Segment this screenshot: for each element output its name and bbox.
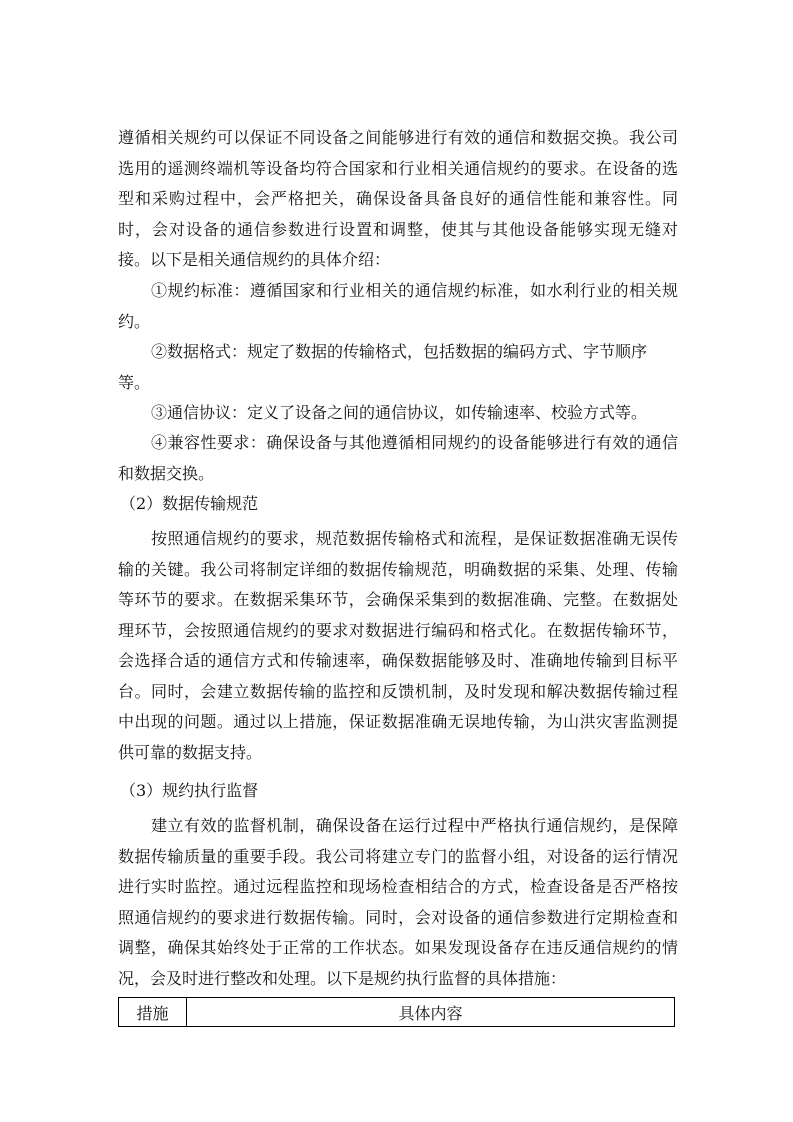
measures-table [118, 997, 675, 1027]
table-header-cell: 具体内容 [187, 998, 675, 1027]
text-line: 时，会对设备的通信参数进行设置和调整，使其与其他设备能够实现无缝对 [118, 219, 678, 239]
table-header-row [119, 998, 675, 1027]
list-item-line: ④兼容性要求：确保设备与其他遵循相同规约的设备能够进行有效的通信 [151, 433, 678, 452]
intro-paragraph [118, 123, 678, 276]
list-item-line: 约。 [118, 311, 151, 331]
text-line: 理环节，会按照通信规约的要求对数据进行编码和格式化。在数据传输环节， [118, 620, 678, 640]
text-line: 供可靠的数据支持。 [118, 742, 263, 762]
list-item-line: ①规约标准：遵循国家和行业相关的通信规约标准，如水利行业的相关规 [151, 281, 678, 300]
spec-list [118, 398, 678, 429]
table-header-cell: 措施 [119, 998, 187, 1027]
text-line: 会选择合适的通信方式和传输速率，确保数据能够及时、准确地传输到目标平 [118, 651, 678, 670]
spec-list [118, 276, 678, 337]
text-line: 中出现的问题。通过以上措施，保证数据准确无误地传输，为山洪灾害监测提 [118, 712, 678, 731]
spec-list [118, 428, 678, 489]
section-2-paragraph [118, 524, 678, 768]
text-line: 型和采购过程中，会严格把关，确保设备具备良好的通信性能和兼容性。同 [118, 189, 678, 208]
text-line: 进行实时监控。通过远程监控和现场检查相结合的方式，检查设备是否严格按 [118, 877, 678, 896]
list-item-line: 等。 [118, 372, 151, 392]
text-line: 台。同时，会建立数据传输的监控和反馈机制，及时发现和解决数据传输过程 [118, 681, 678, 701]
text-line: 遵循相关规约可以保证不同设备之间能够进行有效的通信和数据交换。我公司 [118, 128, 678, 147]
text-line: 照通信规约的要求进行数据传输。同时，会对设备的通信参数进行定期检查和 [118, 907, 678, 927]
text-line: 调整，确保其始终处于正常的工作状态。如果发现设备存在违反通信规约的情 [118, 938, 678, 957]
list-item-line: ③通信协议：定义了设备之间的通信协议，如传输速率、校验方式等。 [151, 403, 648, 422]
text-line: 等环节的要求。在数据采集环节，会确保采集到的数据准确、完整。在数据处 [118, 590, 678, 609]
text-line: 接。以下是相关通信规约的具体介绍： [118, 250, 391, 269]
text-line: 输的关键。我公司将制定详细的数据传输规范，明确数据的采集、处理、传输 [118, 559, 678, 579]
text-line: 选用的遥测终端机等设备均符合国家和行业相关通信规约的要求。在设备的选 [118, 158, 678, 178]
text-line: 数据传输质量的重要手段。我公司将建立专门的监督小组，对设备的运行情况 [118, 846, 678, 866]
list-item-line: ②数据格式：规定了数据的传输格式，包括数据的编码方式、字节顺序 [151, 342, 648, 361]
text-line: 况，会及时进行整改和处理。以下是规约执行监督的具体措施： [118, 968, 567, 988]
section-3-paragraph [118, 811, 678, 994]
section-heading: （3）规约执行监督 [120, 781, 259, 800]
text-line: 按照通信规约的要求，规范数据传输格式和流程，是保证数据准确无误传 [151, 529, 678, 548]
text-line: 建立有效的监督机制，确保设备在运行过程中严格执行通信规约，是保障 [151, 816, 678, 835]
spec-list [118, 337, 678, 398]
section-heading: （2）数据传输规范 [120, 494, 259, 513]
list-item-line: 和数据交换。 [118, 463, 215, 483]
